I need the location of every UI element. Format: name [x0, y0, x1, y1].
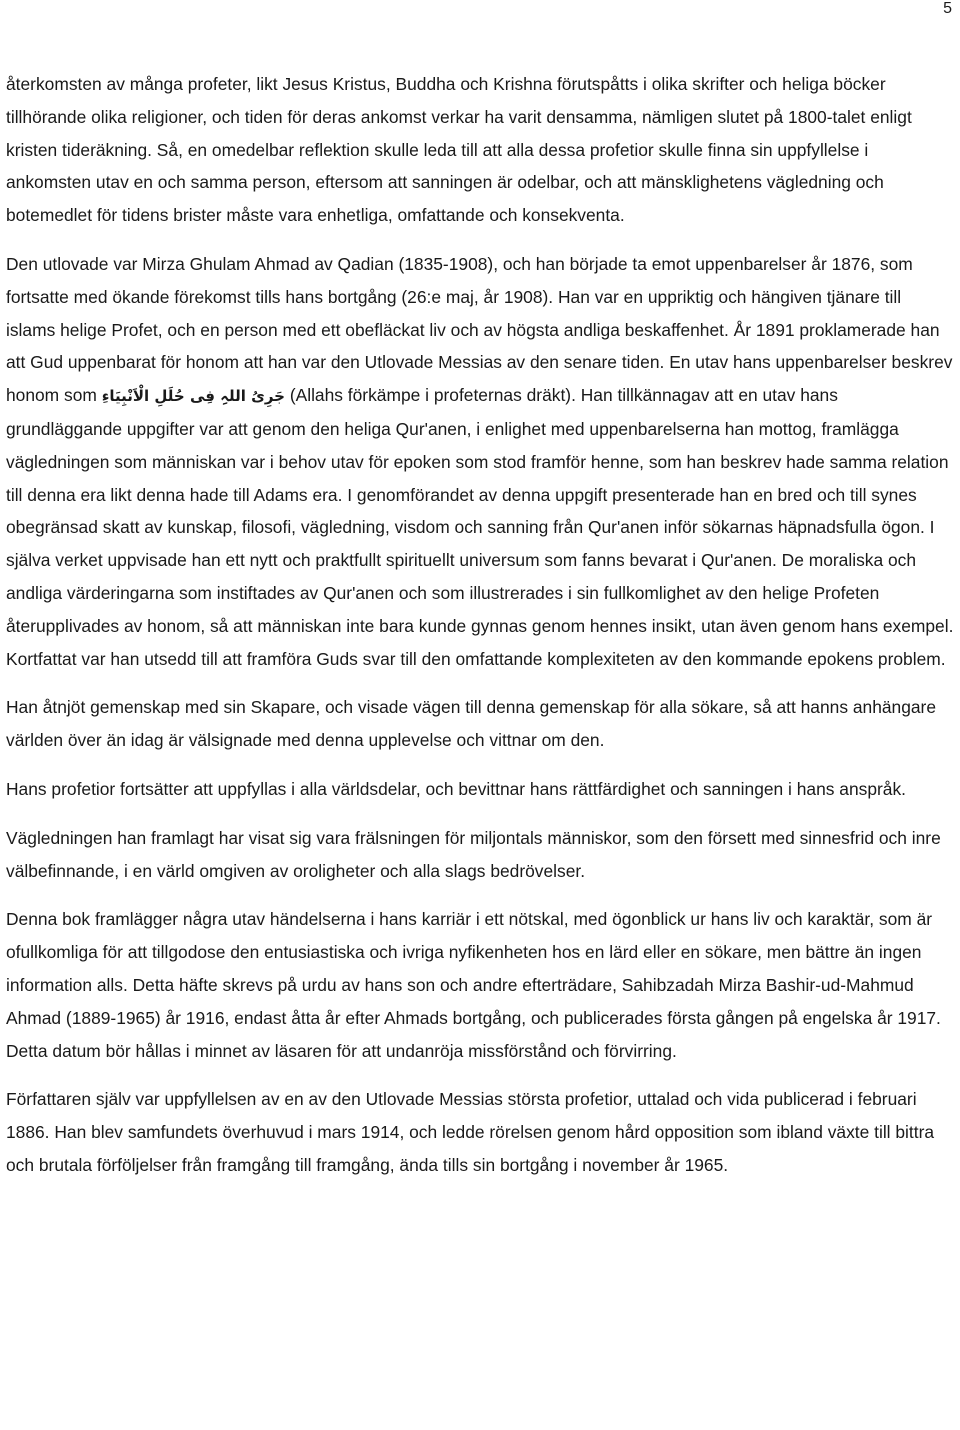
paragraph-5	[6, 822, 954, 888]
paragraph-6-text-b: Detta häfte skrevs på urdu av hans son och andre efterträdare, Sahibzadah Mirza Bashir-ud-Mahmud Ahmad (1889-1965) år 1916, endast åtta år efter Ahmads bortgång, och publicerades första gången på engelska år 1917. Detta datum bör hållas i minnet av läsaren för att undanröja missförstånd och förvirring.	[6, 974, 941, 1061]
page-number: 5	[943, 0, 952, 17]
paragraph-4-text: Hans profetior fortsätter att uppfyllas i alla världsdelar, och bevittnar hans rättfärdighet och sanningen i hans anspråk.	[6, 778, 906, 799]
paragraph-6	[6, 903, 954, 1067]
paragraph-1-text-a: återkomsten av många profeter, likt Jesus Kristus, Buddha och Krishna förutspåtts i olika skrifter och heliga böcker tillhörande olika religioner, och tiden för deras ankomst verkar ha varit densamma, nämligen slutet på 1800-talet enligt kristen tideräkning.	[6, 74, 912, 160]
paragraph-6-text-a: Denna bok framlägger några utav händelserna i hans karriär i ett nötskal, med ögonblick ur hans liv och karaktär, som är ofullkomliga för att tillgodose den entusiastiska och ivriga nyfikenheten hos en lärd eller en sökare, men bättre än ingen information alls.	[6, 909, 933, 995]
paragraph-3	[6, 691, 954, 757]
arabic-phrase: جَرِیُ اللہِ فِی حُلَلِ الْاَنْبِیَاءِ	[101, 387, 285, 406]
paragraph-7	[6, 1083, 954, 1181]
document-body	[6, 68, 954, 1198]
paragraph-2	[6, 248, 954, 675]
paragraph-2-text-b: (Allahs förkämpe i profeternas dräkt). Han tillkännagav att en utav hans grundläggande uppgifter var att genom den heliga Qur'anen, i enlighet med uppenbarelserna han mottog, framlägga vägledningen som människan var i behov utav för epoken som stod framför henne, som han beskrev hade samma relation till denna era likt denna hade till Adams era. I genomförandet av denna uppgift presenterade han en bred och till synes obegränsad skatt av kunskap, filosofi, vägledning, visdom och sanning från Qur'anen inför sökarnas häpnadsfulla ögon. I själva verket uppvisade han ett nytt och praktfullt spirituellt universum som fanns bevarat i Qur'anen. De moraliska och andliga värderingarna som instiftades av Qur'anen och som illustrerades i sin fullkomlighet av den helige Profeten återupplivades av honom, så att människan inte bara kunde gynnas genom hennes insikt, utan även genom hans exempel. Kortfattat var han utsedd till att framföra Guds svar till den omfattande komplexiteten av den kommande epokens problem.	[6, 385, 954, 669]
paragraph-1	[6, 68, 954, 232]
paragraph-1-text-b: Så, en omedelbar reflektion skulle leda till att alla dessa profetior skulle finna sin uppfyllelse i ankomsten utav en och samma person, eftersom att sanningen är odelbar, och att mänsklighetens vägledning och botemedlet för tidens brister måste vara enhetliga, omfattande och konsekventa.	[6, 139, 884, 226]
paragraph-5-text: Vägledningen han framlagt har visat sig vara frälsningen för miljontals människor, som den försett med sinnesfrid och inre välbefinnande, i en värld omgiven av oroligheter och alla slags bedrövelser.	[6, 827, 941, 881]
paragraph-4	[6, 773, 954, 806]
paragraph-2-text-a: Den utlovade var Mirza Ghulam Ahmad av Qadian (1835-1908), och han började ta emot uppenbarelser år 1876, som fortsatte med ökande förekomst tills hans bortgång (26:e maj, år 1908). Han var en uppriktig och hängiven tjänare till islams helige Profet, och en person med ett obefläckat liv och av högsta andliga beskaffenhet. År 1891 proklamerade han att Gud uppenbarat för honom att han var den Utlovade Messias av den senare tiden. En utav hans uppenbarelser beskrev honom som	[6, 253, 953, 406]
paragraph-3-text: Han åtnjöt gemenskap med sin Skapare, och visade vägen till denna gemenskap för alla sökare, så att hanns anhängare världen över än idag är välsignade med denna upplevelse och vittnar om den.	[6, 697, 937, 751]
paragraph-7-text: Författaren själv var uppfyllelsen av en av den Utlovade Messias största profetior, uttalad och vida publicerad i februari 1886. Han blev samfundets överhuvud i mars 1914, och ledde rörelsen genom hård opposition som ibland växte till bittra och brutala förföljelser från framgång till framgång, ända tills sin bortgång i november år 1965.	[6, 1089, 935, 1175]
